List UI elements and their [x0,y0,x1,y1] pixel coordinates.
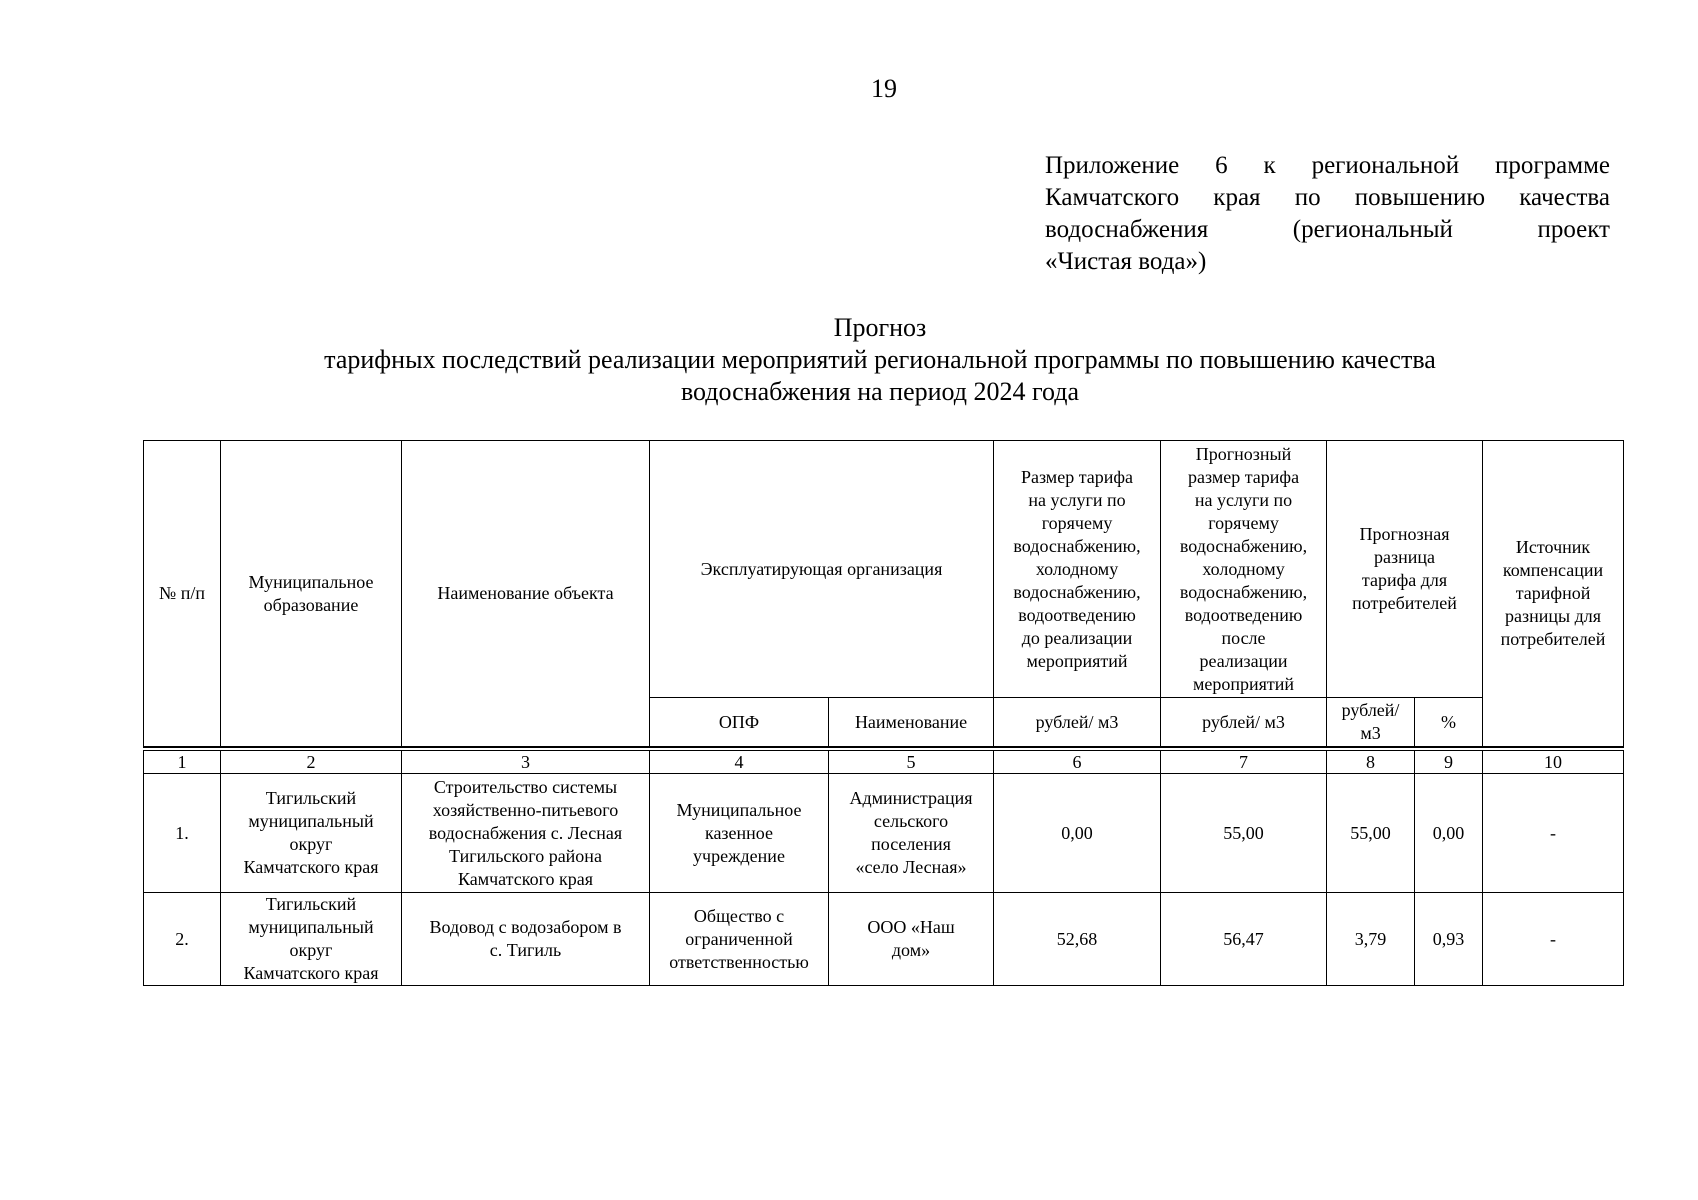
column-number: 2 [221,749,402,774]
column-number: 1 [144,749,221,774]
cell-object: Водовод с водозабором в с. Тигиль [402,893,650,986]
column-number: 9 [1415,749,1483,774]
appendix-note [1045,150,1610,278]
title-line: тарифных последствий реализации мероприятий региональной программы по повышению качества [324,345,1436,374]
appendix-line: «Чистая вода») [1045,248,1207,275]
column-number: 10 [1483,749,1624,774]
column-number: 7 [1161,749,1327,774]
subheader-unit: рублей/ м3 [994,698,1161,747]
cell-tariff-before: 52,68 [994,893,1161,986]
subheader-unit: рублей/ м3 [1327,698,1415,747]
cell-source: - [1483,893,1624,986]
cell-org-name: ООО «Наш дом» [829,893,994,986]
column-number: 5 [829,749,994,774]
appendix-line: водоснабжения (региональный проект [1045,216,1610,243]
table-header-row [144,441,1624,698]
document-title [240,312,1520,408]
table-row [144,774,1624,893]
appendix-line: Камчатского края по повышению качества [1045,184,1610,211]
header-object: Наименование объекта [402,441,650,747]
page-number: 19 [871,74,897,103]
cell-diff-rub: 55,00 [1327,774,1415,893]
subheader-opf: ОПФ [650,698,829,747]
cell-municipality: Тигильский муниципальный округ Камчатского края [221,774,402,893]
column-number: 8 [1327,749,1415,774]
cell-municipality: Тигильский муниципальный округ Камчатского края [221,893,402,986]
column-number: 3 [402,749,650,774]
cell-diff-pct: 0,00 [1415,774,1483,893]
cell-tariff-before: 0,00 [994,774,1161,893]
header-source: Источник компенсации тарифной разницы для потребителей [1483,441,1624,747]
cell-diff-pct: 0,93 [1415,893,1483,986]
cell-org-name: Администрация сельского поселения «село Лесная» [829,774,994,893]
column-number: 6 [994,749,1161,774]
cell-num: 2. [144,893,221,986]
header-difference: Прогнозная разница тарифа для потребителей [1327,441,1483,698]
title-line: Прогноз [833,313,927,342]
tariff-forecast-table [143,440,1624,986]
appendix-line: Приложение 6 к региональной программе [1045,152,1610,179]
header-tariff-after: Прогнозный размер тарифа на услуги по горячему водоснабжению, холодному водоснабжению, водоотведению после реализации мероприятий [1161,441,1327,698]
table-row [144,893,1624,986]
header-tariff-before: Размер тарифа на услуги по горячему водоснабжению, холодному водоснабжению, водоотведению до реализации мероприятий [994,441,1161,698]
cell-opf: Общество с ограниченной ответственностью [650,893,829,986]
column-number: 4 [650,749,829,774]
subheader-name: Наименование [829,698,994,747]
header-municipality: Муниципальное образование [221,441,402,747]
cell-diff-rub: 3,79 [1327,893,1415,986]
cell-object: Строительство системы хозяйственно-питьевого водоснабжения с. Лесная Тигильского района Камчатского края [402,774,650,893]
cell-tariff-after: 55,00 [1161,774,1327,893]
subheader-unit: рублей/ м3 [1161,698,1327,747]
header-num: № п/п [144,441,221,747]
header-operator: Эксплуатирующая организация [650,441,994,698]
cell-source: - [1483,774,1624,893]
subheader-percent: % [1415,698,1483,747]
title-line: водоснабжения на период 2024 года [680,377,1080,406]
cell-num: 1. [144,774,221,893]
column-number-row [144,749,1624,774]
cell-opf: Муниципальное казенное учреждение [650,774,829,893]
cell-tariff-after: 56,47 [1161,893,1327,986]
